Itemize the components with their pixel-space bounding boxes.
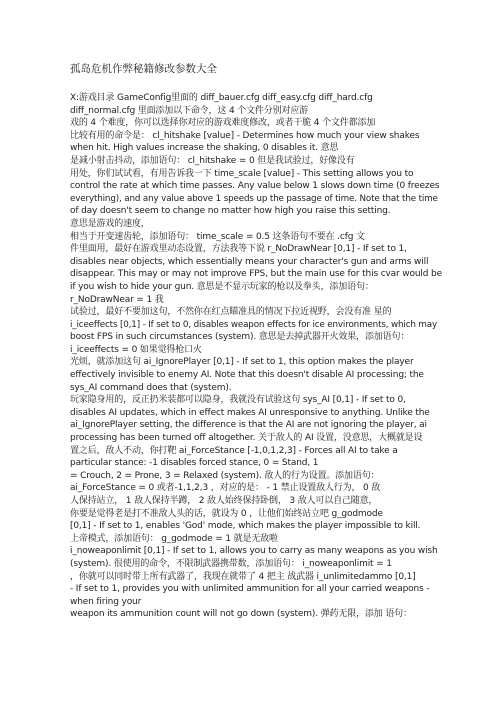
body-line: 戏的 4 个难度，你可以选择你对应的游戏难度修改，或者干脆 4 个文件都添加 (70, 118, 376, 129)
body-line: when hit. High values increase the shaking, 0 disables it. 意思 (70, 143, 339, 154)
body-line: (system). 很使用的命令，不限制武器携带数，添加语句： i_noweaponlimit = 1 (70, 558, 392, 569)
body-line: ，你就可以同时带上所有武器了，我现在就带了 4 把主 战武器 i_unlimitedammo [0,1] (70, 571, 416, 582)
body-line: [0,1] - If set to 1, enables 'God' mode, which makes the player impossible to kill. (70, 521, 421, 532)
body-line: disables near objects, which essentially means your character's gun and arms will (70, 256, 429, 267)
body-line: particular stance: -1 disables forced stance, 0 = Stand, 1 (70, 458, 319, 469)
body-line: ai_IgnorePlayer setting, the difference is that the AI are not ignoring the player, ai (70, 420, 427, 431)
document-body (70, 92, 442, 621)
body-line: 相当于开变速齿轮，添加语句： time_scale = 0.5 这条语句不要在 .cfg 文 (70, 231, 365, 242)
body-line: 你要是觉得老是打不准敌人头的话，就设为 0 ，让他们始终站立吧 g_godmode (70, 508, 383, 519)
body-line: boost FPS in such circumstances (system). 意思是去掉武器开火效果，添加语句： (70, 332, 410, 343)
body-line: of day doesn't seem to change no matter how high you raise this setting. (70, 206, 391, 217)
body-line: diff_normal.cfg 里面添加以下命令，这 4 个文件分别对应游 (70, 105, 309, 116)
document-title: 孤岛危机作弊秘籍修改参数大全 (70, 63, 217, 75)
body-line: 光烦，就添加这句 ai_IgnorePlayer [0,1] - If set to 1, this option makes the player (70, 357, 414, 368)
body-line: 意思是游戏的速度， (70, 218, 150, 229)
body-line: 置之后，敌人不动，你打靶 ai_ForceStance [-1,0,1,2,3] - Forces all AI to take a (70, 445, 398, 456)
body-line: when firing your (70, 596, 142, 607)
body-line: - If set to 1, provides you with unlimited ammunition for all your carried weapons - (70, 584, 430, 595)
body-line: 试验过，最好不要加这句，不然你在红点瞄准具的情况下拉近视野，会没有准 星的 (70, 307, 392, 318)
body-line: = Crouch, 2 = Prone, 3 = Relaxed (system). 敌人的行为设置。添加语句： (70, 470, 380, 481)
body-line: if you wish to hide your gun. 意思是不显示玩家的枪以及拳头，添加语句： (70, 281, 374, 292)
body-line: 是减小射击抖动，添加语句： cl_hitshake = 0 但是我试验过，好像没有 (70, 155, 355, 166)
body-line: sys_AI command does that (system). (70, 382, 232, 393)
body-line: r_NoDrawNear = 1 我 (70, 294, 164, 305)
body-line: i_noweaponlimit [0,1] - If set to 1, allows you to carry as many weapons as you wish (70, 546, 438, 557)
body-line: control the rate at which time passes. Any value below 1 slows down time (0 freezes (70, 181, 440, 192)
body-line: 玩家隐身用的，反正扔米装都可以隐身，我就没有试验这句 sys_AI [0,1] - If set to 0, (70, 395, 406, 406)
body-line: i_iceeffects [0,1] - If set to 0, disables weapon effects for ice environments, which may (70, 319, 438, 330)
body-line: 上帝模式，添加语句： g_godmode = 1 就是无敌啦 (70, 533, 278, 544)
body-line: 比较有用的命令是： cl_hitshake [value] - Determines how much your view shakes (70, 130, 420, 141)
body-line: X:游戏目录 GameConfig里面的 diff_bauer.cfg diff_easy.cfg diff_hard.cfg (70, 93, 373, 103)
body-line: disappear. This may or may not improve FPS, but the main use for this cvar would be (70, 269, 442, 280)
body-line: i_iceeffects = 0 如果觉得枪口火 (70, 344, 202, 355)
body-line: 人保持站立， 1 敌人保持半蹲， 2 敌人始终保持卧倒， 3 敌人可以自己随意， (70, 496, 378, 506)
body-line: 件里面用，最好在游戏里动态设置，方法我等下说 r_NoDrawNear [0,1] - If set to 1, (70, 244, 407, 255)
body-line: disables AI updates, which in effect makes AI unresponsive to anything. Unlike the (70, 407, 430, 418)
body-line: effectively invisible to enemy AI. Note that this doesn't disable AI processing; the (70, 370, 424, 381)
body-line: everything), and any value above 1 speeds up the passage of time. Note that the time (70, 193, 438, 204)
body-line: processing has been turned off altogether. 关于敌人的 AI 设置，没意思，大概就是设 (70, 433, 423, 444)
body-line: ai_ForceStance = 0 或者-1,1,2,3 ，对应的是： - 1 禁止设置敌人行为， 0 敌 (70, 483, 381, 494)
body-line: weapon its ammunition count will not go down (system). 弹药无限，添加 语句： (70, 609, 412, 620)
body-line: 用处，你们试试看，有用告诉我一下 time_scale [value] - This setting allows you to (70, 168, 414, 179)
